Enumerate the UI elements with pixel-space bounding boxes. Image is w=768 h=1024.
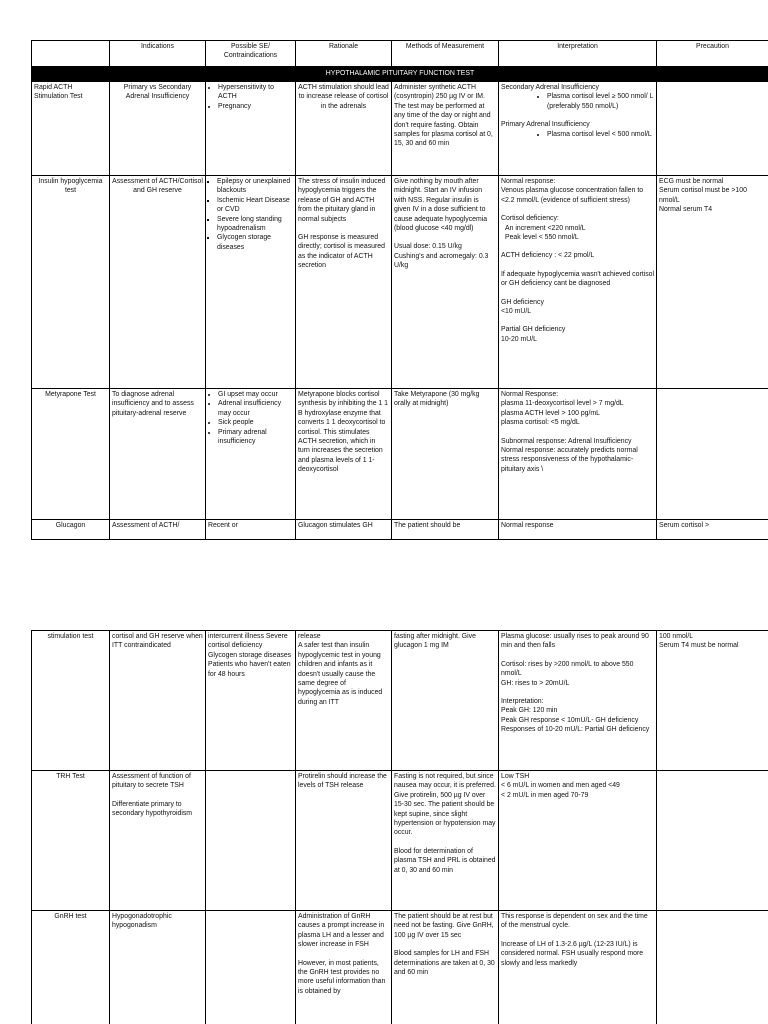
interp-text: Subnormal response: Adrenal Insufficiency [501,437,632,445]
test-name: Metyrapone Test [32,389,110,520]
interp-text: GH: rises to > 20mU/L [501,679,570,687]
list-item: • Adrenal insufficiency may occur [218,399,293,418]
interp-text: Plasma glucose: usually rises to peak around 90 min and then falls [501,633,649,650]
precaution-text: ECG must be normal [659,178,724,185]
interpretation-cell [499,176,657,389]
interp-text: Peak GH: 120 min [501,707,558,715]
table-row [32,911,768,1024]
methods-text: Fasting is not required, but since nausea may occur, it is preferred. Give protirelin, 500 µg IV over 15-30 sec. The patient should be kept supine, since slight hypertension or hypotension may occur. [394,773,496,837]
section-row [32,67,768,82]
interp-text: plasma ACTH level > 100 pg/mL [501,409,601,417]
interp-text: This response is dependent on sex and the time of the menstrual cycle. [501,913,648,930]
interp-text: Responses of 10-20 mU/L: Partial GH deficiency [501,726,650,734]
methods-cell: Administer synthetic ACTH (cosyntropin) 250 µg IV or IM. The test may be performed at any time of the day or night and don't require fasting. Obtain samples for plasma cortisol at 0, 15, 30 and 60 min [392,82,499,176]
interpretation-cell [499,82,657,176]
interp-text: < 2 mU/L in men aged 70-79 [501,791,589,799]
document-page-2 [0,630,768,1024]
rationale-cell: ACTH stimulation should lead to increase release of cortisol in the adrenals [296,82,392,176]
precaution-text: Serum cortisol must be >100 nmol/L [659,187,747,204]
methods-cell [392,176,499,389]
rationale-text: release [298,633,321,640]
se-cell [206,771,296,911]
list-item: ▪ Epilepsy or unexplained blackouts [217,177,293,196]
methods-text: Usual dose: 0.15 U/kg [394,243,462,251]
methods-text: Cushing's and acromegaly: 0.3 U/kg [394,252,489,270]
test-name: stimulation test [32,631,110,771]
interp-text: < 6 mU/L in women and men aged <49 [501,782,620,790]
precaution-cell: Serum cortisol > [657,520,768,540]
list-item: • Primary adrenal insufficiency [218,428,293,447]
rationale-cell: Metyrapone blocks cortisol synthesis by inhibiting the 1 1 B hydroxylase enzyme that converts 1 1 deoxycortisol to cortisol. This stimulates ACTH secretion, which in turn increases the secretion and plasma levels of 1 1-deoxycortisol [296,389,392,520]
list-item: ▪ Severe long standing hypoadrenalism [217,215,293,234]
indications-cell: Assessment of ACTH/ [110,520,206,540]
rationale-cell: Glucagon stimulates GH [296,520,392,540]
methods-cell: fasting after midnight. Give glucagon 1 mg IM [392,631,499,771]
precaution-text: 100 nmol/L [659,633,694,640]
precaution-text: Serum T4 must be normal [659,642,739,650]
interp-text: plasma cortisol: <5 mg/dL [501,419,580,427]
interp-text: GH deficiency [501,298,544,306]
interp-text: Cortisol: rises by >200 nmol/L to above 550 nmol/L [501,660,634,678]
methods-cell [392,771,499,911]
test-name: Rapid ACTH Stimulation Test [32,82,110,176]
test-name: TRH Test [32,771,110,911]
interp-text: If adequate hypoglycemia wasn't achieved cortisol or GH deficiency cant be diagnosed [501,270,654,288]
se-cell: intercurrent illness Severe cortisol deficiency Glycogen storage diseases Patients who haven't eaten for 48 hours [206,631,296,771]
interp-text: Peak level < 550 nmol/L [505,234,579,242]
se-cell [206,82,296,176]
interpretation-cell [499,771,657,911]
interp-text: Primary Adrenal Insufficiency [501,121,590,129]
interp-text: An increment <220 nmol/L [505,224,586,232]
interpretation-cell [499,911,657,1024]
table-row [32,631,768,771]
methods-text: Blood for determination of plasma TSH and PRL is obtained at 0, 30 and 60 min [394,847,496,874]
methods-text: The patient should be at rest but need not be fasting. Give GnRH, 100 µg IV over 15 sec [394,913,494,939]
page-gap [0,560,768,630]
list-item: • GI upset may occur [218,390,293,399]
indications-cell: Hypogonadotrophic hypogonadism [110,911,206,1024]
list-item: ▪ Ischemic Heart Disease or CVD [217,196,293,215]
indications-text: Assessment of function of pituitary to secrete TSH [112,773,191,790]
interp-text: Partial GH deficiency [501,326,566,334]
header-indications: Indications [110,41,206,67]
interp-text: Secondary Adrenal Insufficiency [501,84,599,91]
table-row [32,176,768,389]
list-item: • Hypersensitivity to ACTH [218,83,293,102]
methods-cell: Take Metyrapone (30 mg/kg orally at midnight) [392,389,499,520]
interp-text: Low TSH [501,773,530,780]
test-name: GnRH test [32,911,110,1024]
precaution-cell [657,82,768,176]
methods-cell: The patient should be [392,520,499,540]
interp-text: <10 mU/L [501,308,532,316]
header-precaution: Precaution [657,41,768,67]
header-methods: Methods of Measurement [392,41,499,67]
list-item: • Plasma cortisol level < 500 nmol/L [547,130,654,139]
indications-cell: Assessment of ACTH/Cortisol and GH reserve [110,176,206,389]
header-se: Possible SE/ Contraindications [206,41,296,67]
precaution-cell [657,771,768,911]
list-item: • Plasma cortisol level ≥ 500 nmol/ L (preferably 550 nmol/L) [547,92,654,111]
rationale-cell: Protirelin should increase the levels of TSH release [296,771,392,911]
test-name: Insulin hypoglycemia test [32,176,110,389]
rationale-text: However, in most patients, the GnRH test provides no more useful information than is obtained by [298,959,386,995]
table-row [32,520,768,540]
list-item: • Sick people [218,418,293,427]
rationale-text: GH response is measured directly; cortisol is measured as the indicator of ACTH secretion [298,234,385,270]
interp-text: 10-20 mU/L [501,335,538,343]
rationale-cell [296,176,392,389]
interp-text: plasma 11-deoxycortisol level > 7 mg/dL [501,400,624,408]
test-table-part-2 [31,630,768,1024]
table-row [32,389,768,520]
list-item: • Pregnancy [218,102,293,111]
rationale-text: Administration of GnRH causes a prompt increase in plasma LH and a lesser and slower increase in FSH [298,913,385,949]
indications-text: Differentiate primary to secondary hypothyroidism [112,800,193,818]
methods-text: Give nothing by mouth after midnight. Start an IV infusion with NSS. Regular insulin is given IV in a dose sufficient to cause adequate hypoglycemia (blood glucose <40 mg/dl) [394,178,488,233]
interp-text: Interpretation: [501,698,544,706]
test-name: Glucagon [32,520,110,540]
interpretation-cell [499,389,657,520]
list-item: ▪ Glycogen storage diseases [217,233,293,252]
interpretation-cell: Normal response [499,520,657,540]
test-table-part-1 [31,40,768,540]
table-row [32,771,768,911]
header-rationale: Rationale [296,41,392,67]
methods-text: Blood samples for LH and FSH determinations are taken at 0, 30 and 60 min [394,950,495,977]
precaution-cell [657,631,768,771]
interp-text: Venous plasma glucose concentration fallen to <2.2 mmol/L (evidence of sufficient stress) [501,187,644,204]
interp-text: Cortisol deficiency: [501,215,559,223]
interp-text: Peak GH response < 10mU/L- GH deficiency [501,716,639,724]
precaution-cell [657,911,768,1024]
rationale-cell [296,631,392,771]
interp-text: Normal response: accurately predicts normal stress responsiveness of the hypothalamic-pituitary axis \ [501,447,638,473]
table-header-row [32,41,768,67]
se-cell: Recent or [206,520,296,540]
indications-cell [110,771,206,911]
interp-text: Normal Response: [501,391,559,398]
precaution-cell [657,389,768,520]
se-cell [206,911,296,1024]
rationale-cell [296,911,392,1024]
indications-cell: To diagnose adrenal insufficiency and to assess pituitary-adrenal reserve [110,389,206,520]
precaution-text: Normal serum T4 [659,206,713,214]
rationale-text: A safer test than insulin hypoglycemic test in young children and infants as it doesn't usually cause the same degree of hypoglycemia as is induced during an ITT [298,642,383,706]
se-cell [206,389,296,520]
indications-cell: Primary vs Secondary Adrenal Insufficiency [110,82,206,176]
interp-text: Increase of LH of 1.3-2.6 µg/L (12-23 IU/L) is considered normal. FSH usually respond more slowly and less markedly [501,940,644,967]
table-row [32,82,768,176]
interp-text: Normal response: [501,178,556,185]
methods-cell [392,911,499,1024]
header-interpretation: Interpretation [499,41,657,67]
interpretation-cell [499,631,657,771]
indications-cell: cortisol and GH reserve when ITT contraindicated [110,631,206,771]
precaution-cell [657,176,768,389]
se-cell [206,176,296,389]
section-title: HYPOTHALAMIC PITUITARY FUNCTION TEST [32,67,768,82]
interp-text: ACTH deficiency : < 22 pmol/L [501,252,595,260]
header-test [32,41,110,67]
rationale-text: The stress of insulin induced hypoglycemia triggers the release of GH and ACTH from the pituitary gland in normal subjects [298,178,386,223]
